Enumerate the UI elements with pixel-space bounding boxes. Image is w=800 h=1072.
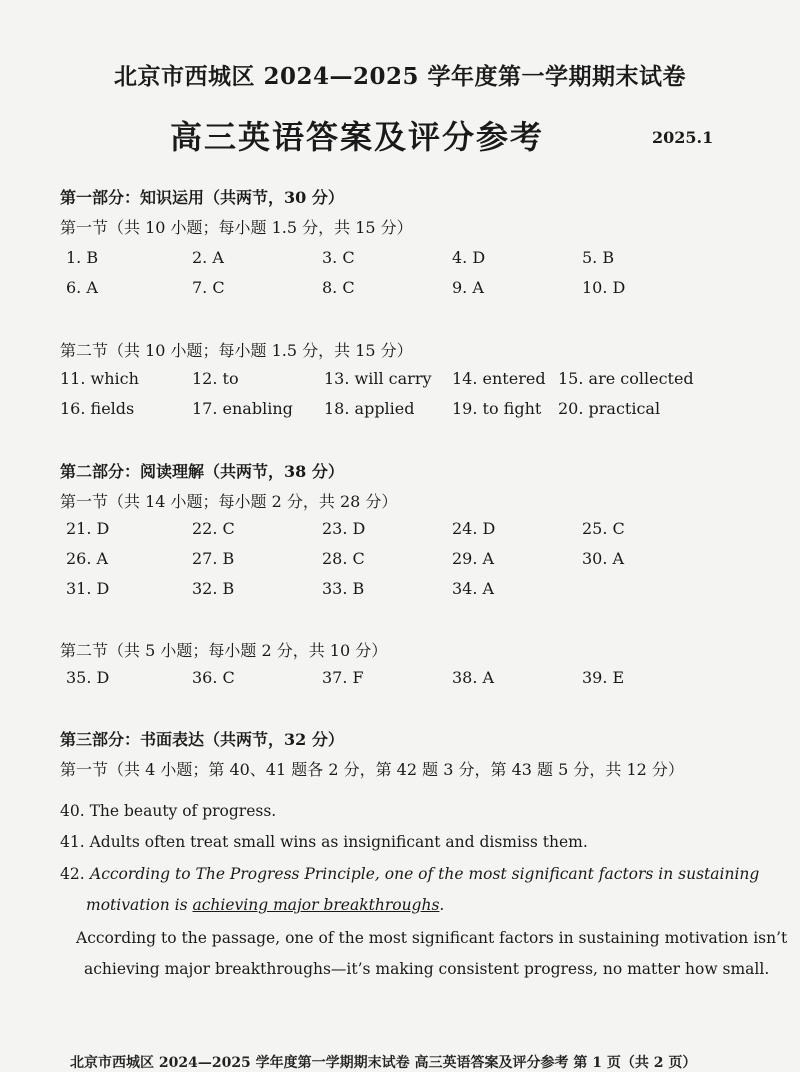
page-footer: 北京市西城区 2024—2025 学年度第一学期期末试卷 高三英语答案及评分参考 第 1 页（共 2 页） [70, 1055, 697, 1071]
answer-item: 9. A [452, 278, 484, 297]
answer-item: 15. are collected [558, 369, 694, 388]
answer-item: 10. D [582, 278, 626, 297]
exam-date: 2025.1 [652, 128, 714, 147]
part1-section2-heading: 第二节（共 10 小题；每小题 1.5 分，共 15 分） [60, 341, 413, 360]
answer-item: 19. to fight [452, 399, 542, 418]
answer-q41: 41. Adults often treat small wins as insignificant and dismiss them. [60, 833, 588, 851]
answer-item: 30. A [582, 549, 625, 568]
part2-section1-heading: 第一节（共 14 小题；每小题 2 分，共 28 分） [60, 492, 398, 511]
exam-title: 北京市西城区 2024—2025 学年度第一学期期末试卷 [113, 63, 687, 90]
part2-section2-heading: 第二节（共 5 小题；每小题 2 分，共 10 分） [60, 641, 388, 660]
answer-item: 1. B [66, 248, 99, 267]
part3-section1-heading: 第一节（共 4 小题；第 40、41 题各 2 分，第 42 题 3 分，第 43 题 5 分，共 12 分） [60, 760, 684, 779]
answer-item: 2. A [192, 248, 224, 267]
answer-item: 29. A [452, 549, 495, 568]
answer-item: 3. C [322, 248, 355, 267]
answer-item: 37. F [322, 668, 364, 687]
answer-item: 38. A [452, 668, 495, 687]
answer-item: 28. C [322, 549, 365, 568]
text-fragment: . [439, 896, 445, 914]
answer-item: 12. to [192, 369, 239, 388]
answer-item: 5. B [582, 248, 615, 267]
answer-item: 32. B [192, 579, 235, 598]
answer-item: 17. enabling [192, 399, 293, 418]
answer-item: 18. applied [324, 399, 415, 418]
part2-heading: 第二部分：阅读理解（共两节，38 分） [60, 462, 344, 481]
answer-item: 16. fields [60, 399, 135, 418]
answer-item: 33. B [322, 579, 365, 598]
text-fragment: motivation is [86, 896, 193, 914]
underlined-phrase: achieving major breakthroughs [192, 896, 440, 914]
answer-item: 31. D [66, 579, 110, 598]
answer-item: 6. A [66, 278, 98, 297]
answer-q42-rewrite: According to the passage, one of the most significant factors in sustaining motivation isn’t [76, 929, 788, 947]
answer-q42-sentence: According to The Progress Principle, one of the most significant factors in sustaining [90, 865, 760, 883]
answer-item: 21. D [66, 519, 110, 538]
answer-item: 22. C [192, 519, 235, 538]
answer-item: 39. E [582, 668, 625, 687]
part3-heading: 第三部分：书面表达（共两节，32 分） [60, 730, 344, 749]
answer-item: 27. B [192, 549, 235, 568]
answer-item: 34. A [452, 579, 495, 598]
answer-q42-sentence-cont [86, 896, 444, 914]
answer-key-title: 高三英语答案及评分参考 [170, 118, 545, 156]
part1-section1-heading: 第一节（共 10 小题；每小题 1.5 分，共 15 分） [60, 218, 413, 237]
answer-item: 8. C [322, 278, 355, 297]
answer-item: 11. which [60, 369, 139, 388]
answer-item: 14. entered [452, 369, 546, 388]
answer-item: 35. D [66, 668, 110, 687]
answer-item: 24. D [452, 519, 496, 538]
answer-q42-rewrite-cont: achieving major breakthroughs—it’s making consistent progress, no matter how small. [84, 960, 770, 978]
answer-item: 20. practical [558, 399, 661, 418]
answer-item: 23. D [322, 519, 366, 538]
answer-q40: 40. The beauty of progress. [60, 802, 277, 820]
answer-item: 7. C [192, 278, 225, 297]
answer-item: 36. C [192, 668, 235, 687]
answer-item: 13. will carry [324, 369, 432, 388]
answer-item: 26. A [66, 549, 109, 568]
answer-item: 25. C [582, 519, 625, 538]
answer-item: 4. D [452, 248, 486, 267]
part1-heading: 第一部分：知识运用（共两节，30 分） [60, 188, 344, 207]
answer-q42-number: 42. [60, 865, 85, 883]
